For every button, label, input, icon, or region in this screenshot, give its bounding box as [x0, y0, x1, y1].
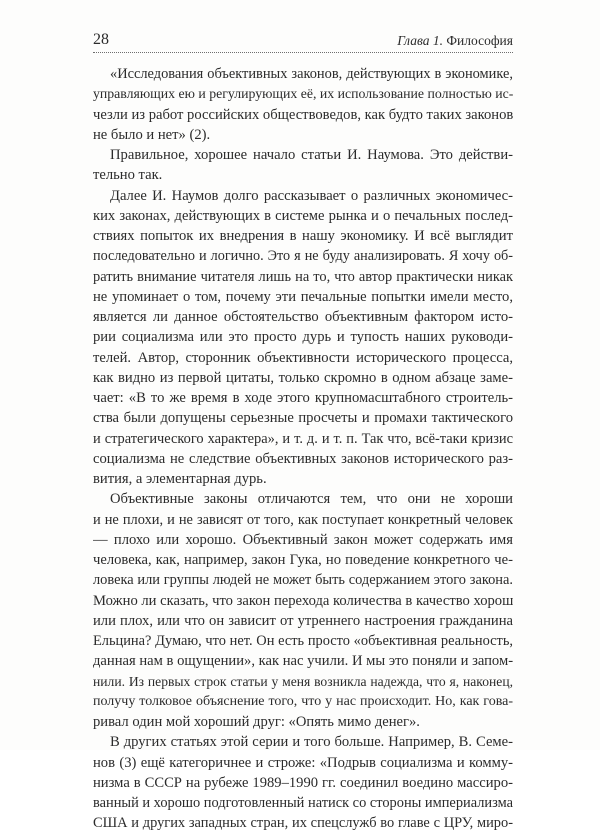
- text-line: и стратегического характера», и т. д. и т. п. Так что, всё-таки кризис: [93, 430, 513, 447]
- text-line: США и других западных стран, их спецслужб во главе с ЦРУ, миро-: [93, 815, 513, 832]
- header-divider: [93, 52, 513, 53]
- text-line: Объективные законы отличаются тем, что они не хороши: [110, 491, 513, 508]
- text-line: В других статьях этой серии и того больше. Например, В. Семе-: [110, 734, 513, 751]
- text-line: Ельцина? Думаю, что нет. Он есть просто «объективная реальность,: [93, 633, 513, 649]
- text-line: Правильное, хорошее начало статьи И. Наумова. Это действи-: [110, 147, 513, 163]
- text-line: телей. Автор, сторонник объективности исторического процесса,: [93, 349, 513, 366]
- text-line: чает: «В то же время в ходе этого крупномасштабного строитель-: [93, 390, 513, 406]
- chapter-label: Глава 1.: [397, 33, 443, 48]
- text-line: тельно так.: [93, 167, 163, 184]
- text-line: социализма не следствие объективных законов исторического раз-: [93, 450, 513, 467]
- text-line: является ли данное обстоятельство объективным фактором исто-: [93, 309, 513, 325]
- text-line: Можно ли сказать, что закон перехода количества в качество хорош: [93, 592, 513, 609]
- text-line: не было и нет» (2).: [93, 126, 211, 143]
- text-line: низма в СССР на рубеже 1989–1990 гг. соединил воедино массиро-: [93, 774, 513, 791]
- text-line: или плох, или что он зависит от утреннего настроения гражданина: [93, 612, 513, 629]
- text-line: нов (3) ещё категоричнее и строже: «Подрыв социализма и комму-: [93, 754, 513, 771]
- text-line: ких законах, действующих в системе рынка и о печальных послед-: [93, 207, 513, 224]
- text-line: нили. Из первых строк статьи у меня возникла надежда, что я, наконец,: [93, 673, 513, 689]
- text-line: ства были допущены серьезные просчеты и промахи тактического: [93, 410, 513, 427]
- text-line: — плохо или хорошо. Объективный закон может содержать имя: [93, 531, 513, 548]
- chapter-title: Философия: [446, 33, 513, 48]
- text-line: как видно из первой цитаты, только скромно в одном абзаце заме-: [93, 369, 513, 386]
- text-line: человека, как, например, закон Гука, но поведение конкретного че-: [93, 552, 513, 568]
- running-head: [397, 31, 513, 50]
- text-line: ратить внимание читателя лишь на то, что автор практически никак: [93, 268, 513, 285]
- page-header: [93, 30, 513, 52]
- text-line: вития, а элементарная дурь.: [93, 471, 267, 487]
- page-number: 28: [93, 31, 109, 48]
- text-line: данная нам в ощущении», как нас учили. И мы это поняли и запом-: [93, 653, 513, 670]
- text-line: чезли из работ российских обществоведов, как будто таких законов: [93, 106, 513, 123]
- text-line: Далее И. Наумов долго рассказывает о различных экономичес-: [110, 187, 513, 204]
- text-line: «Исследования объективных законов, действующих в экономике,: [110, 66, 513, 82]
- text-line: ривал один мой хороший друг: «Опять мимо денег».: [93, 714, 420, 730]
- text-line: получу толковое объяснение того, что у нас происходит. Но, как гова-: [93, 693, 513, 709]
- text-line: ствиях попыток их внедрения в нашу экономику. И всё выглядит: [93, 228, 513, 244]
- text-line: ванный и хорошо подготовленный натиск со стороны империализма: [93, 795, 513, 811]
- text-line: последовательно и логично. Это я не буду анализировать. Я хочу об-: [93, 248, 513, 265]
- text-line: управляющих ею и регулирующих её, их использование полностью ис-: [93, 86, 513, 102]
- text-line: и не плохи, и не зависят от того, как поступает конкретный человек: [93, 511, 513, 528]
- body-text: [93, 64, 513, 834]
- text-line: не упоминает о том, почему эти печальные попытки имели место,: [93, 288, 513, 305]
- text-line: рии социализма или это просто дурь и тупость наших руководи-: [93, 329, 513, 346]
- text-line: ловека или группы людей не может быть содержанием этого закона.: [93, 572, 513, 589]
